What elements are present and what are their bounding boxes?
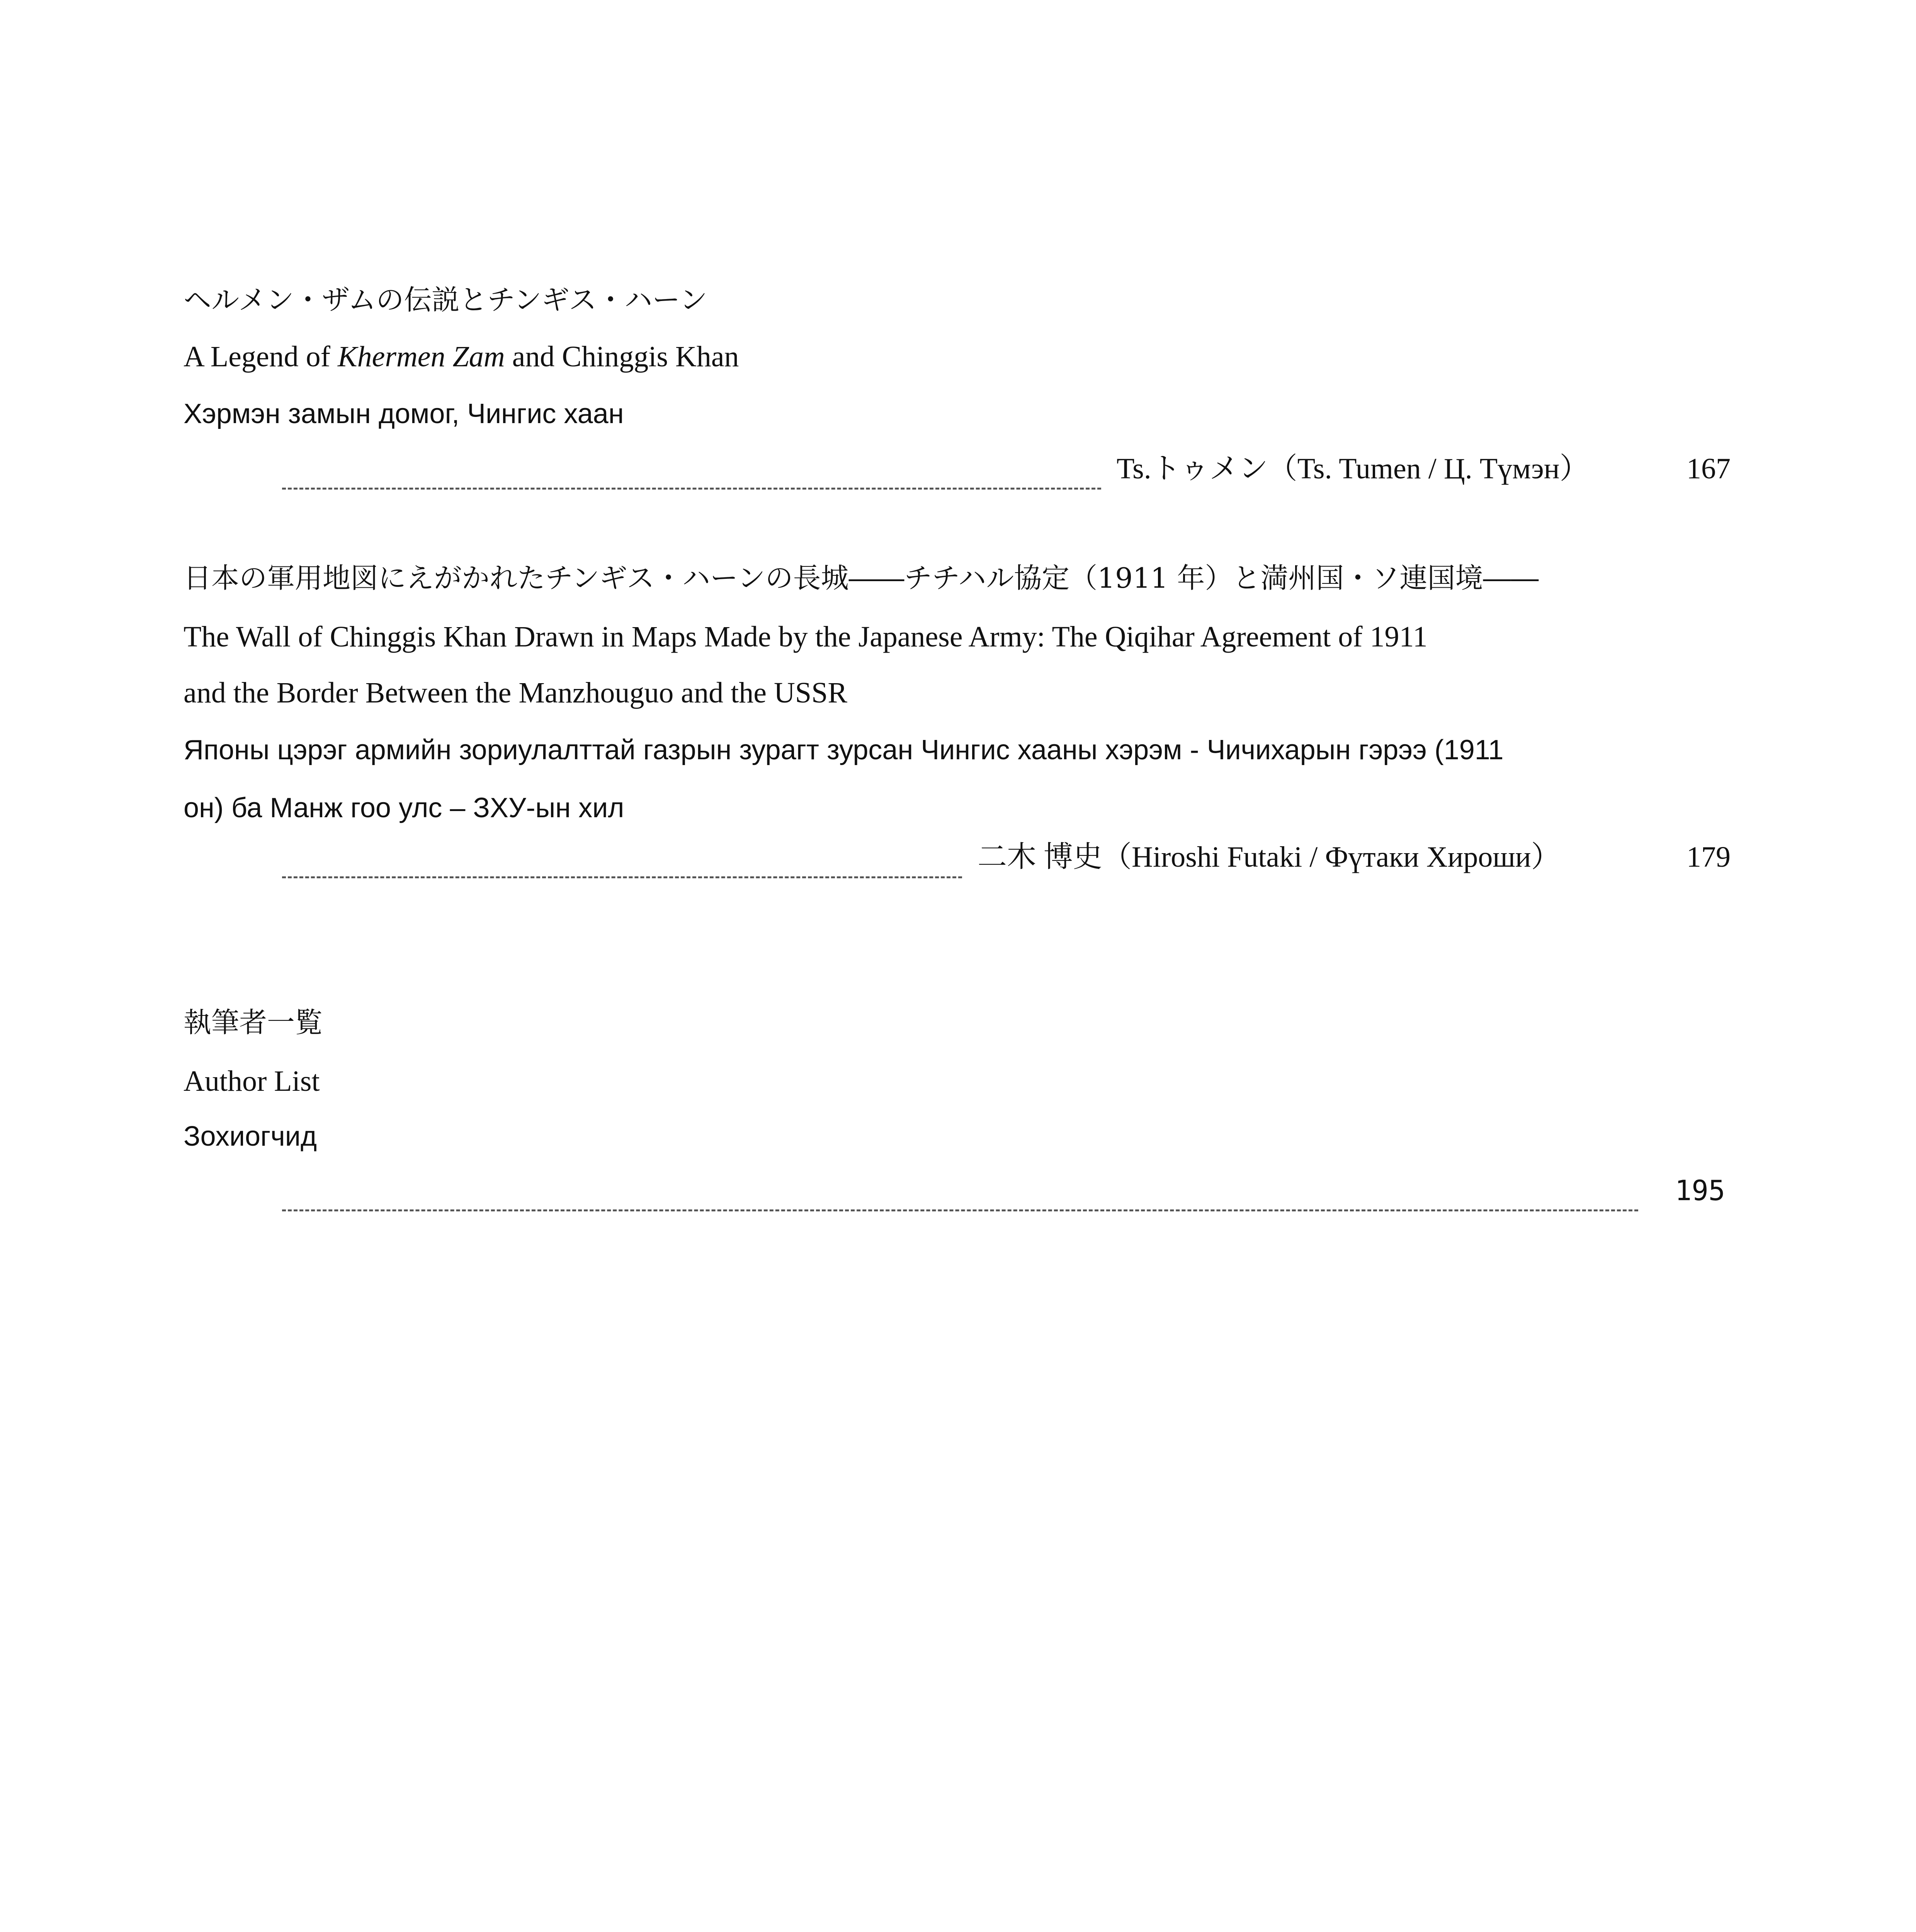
entry-1-author: Ts.トゥメン（Ts. Tumen / Ц. Түмэн）	[1117, 452, 1589, 485]
entry-3-title-en: Author List	[184, 1065, 320, 1097]
entry-1-title-en-part2: and Chinggis Khan	[505, 340, 739, 373]
entry-3-title-mn: Зохиогчид	[184, 1121, 317, 1152]
entry-3-page: 195	[1675, 1174, 1726, 1207]
entry-2-title-en-line2: and the Border Between the Manzhouguo and the USSR	[184, 677, 848, 709]
entry-1-title-mn: Хэрмэн замын домог, Чингис хаан	[184, 398, 624, 429]
entry-3-title-ja: 執筆者一覧	[184, 1006, 323, 1039]
entry-1-title-en-part1: A Legend of	[184, 340, 338, 373]
entry-2-author: 二木 博史（Hiroshi Futaki / Фүтаки Хироши）	[978, 841, 1561, 873]
entry-2-title-mn-line2: он) ба Манж гоо улс – ЗХУ-ын хил	[184, 793, 624, 823]
entry-2-page: 179	[1686, 841, 1731, 873]
entry-3-leader-dots	[282, 1209, 1638, 1211]
entry-1-title-en	[184, 342, 739, 371]
entry-1-page: 167	[1686, 452, 1731, 485]
entry-1-title-en-italic: Khermen Zam	[337, 340, 505, 373]
entry-1-leader-dots	[282, 488, 1101, 490]
entry-1-title-ja: ヘルメン・ザムの伝説とチンギス・ハーン	[184, 284, 707, 316]
entry-2-leader-dots	[282, 876, 962, 878]
entry-2-title-en-line1: The Wall of Chinggis Khan Drawn in Maps Made by the Japanese Army: The Qiqihar Agreement of 1911	[184, 621, 1428, 653]
entry-2-title-ja: 日本の軍用地図にえがかれたチンギス・ハーンの長城――チチハル協定（1911 年）と満州国・ソ連国境――	[184, 562, 1539, 594]
entry-2-title-mn-line1: Японы цэрэг армийн зориулалттай газрын зурагт зурсан Чингис хааны хэрэм - Чичихарын гэрээ (1911	[184, 735, 1504, 765]
